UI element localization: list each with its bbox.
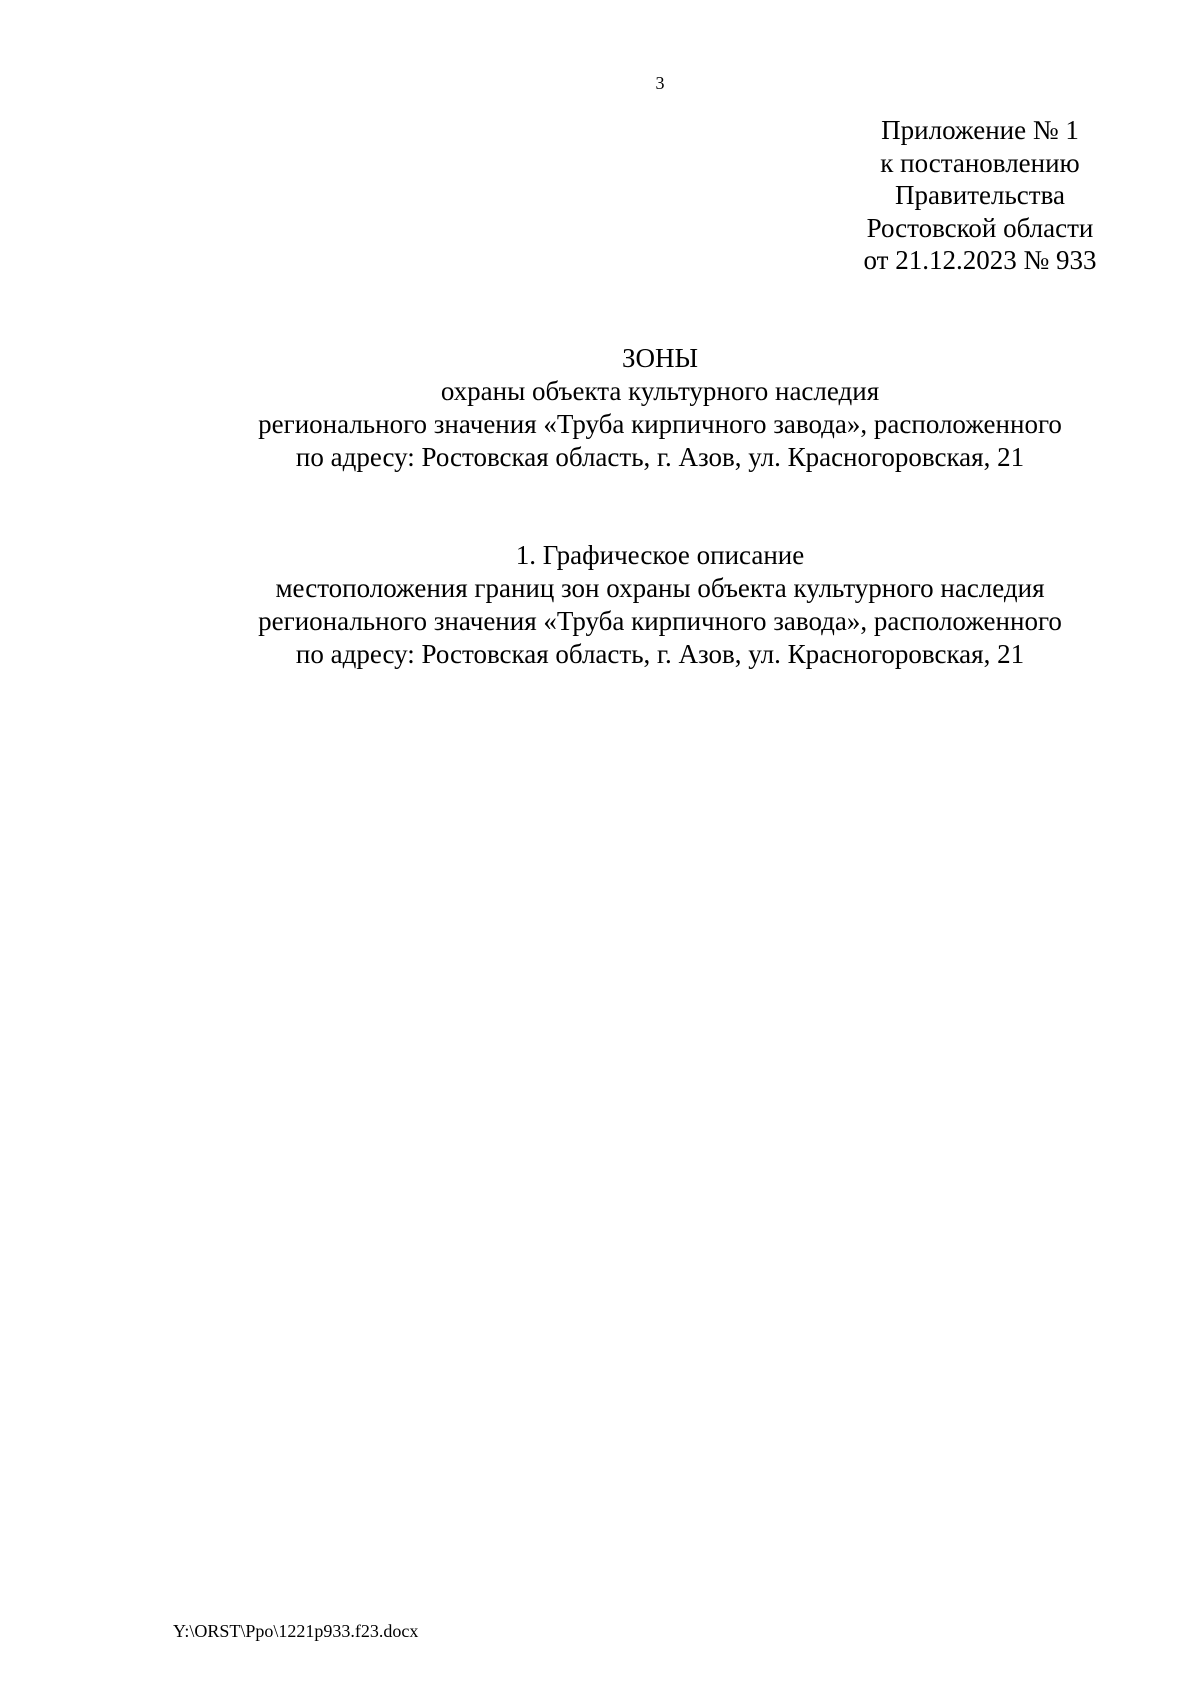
section-line: 1. Графическое описание bbox=[515, 540, 805, 570]
title-line: по адресу: Ростовская область, г. Азов, ул. Красногоровская, 21 bbox=[295, 442, 1025, 472]
annex-header bbox=[830, 114, 1130, 277]
section-line: местоположения границ зон охраны объекта культурного наследия bbox=[275, 573, 1045, 603]
section-line: по адресу: Ростовская область, г. Азов, ул. Красногоровская, 21 bbox=[295, 639, 1025, 669]
title-line: регионального значения «Труба кирпичного завода», расположенного bbox=[258, 409, 1062, 439]
section-line: регионального значения «Труба кирпичного завода», расположенного bbox=[258, 606, 1062, 636]
annex-line-decree: к постановлению bbox=[880, 147, 1080, 178]
footer-file-path: Y:\ORST\Ppo\1221p933.f23.docx bbox=[173, 1621, 419, 1641]
annex-line-government: Правительства bbox=[895, 180, 1065, 210]
annex-line-region: Ростовской области bbox=[866, 212, 1094, 243]
section-heading bbox=[0, 539, 1200, 671]
document-title bbox=[0, 342, 1200, 474]
annex-line-date: от 21.12.2023 № 933 bbox=[863, 245, 1097, 275]
title-line: охраны объекта культурного наследия bbox=[440, 376, 880, 406]
annex-line-number: Приложение № 1 bbox=[881, 115, 1079, 145]
title-heading: ЗОНЫ bbox=[621, 343, 699, 373]
page-number: 3 bbox=[655, 73, 665, 93]
